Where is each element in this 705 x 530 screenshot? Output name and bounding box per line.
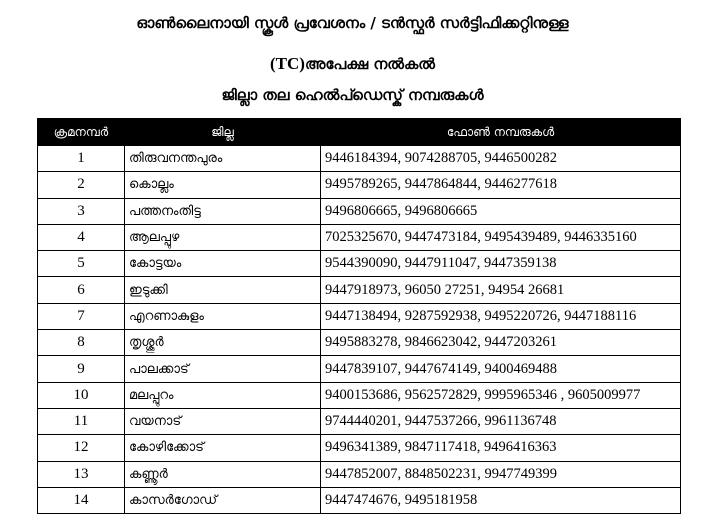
row-district: ആലപ്പുഴ [125,224,321,250]
row-district: കാസർഗോഡ് [125,487,321,513]
row-district: മലപ്പുറം [125,382,321,408]
row-number: 11 [38,408,125,434]
header-serial-number: ക്രമനമ്പർ [38,119,125,146]
row-district: എറണാകുളം [125,303,321,329]
row-district: തൃശ്ശൂർ [125,330,321,356]
row-number: 1 [38,146,125,172]
row-number: 9 [38,356,125,382]
table-row [38,146,681,172]
row-number: 12 [38,435,125,461]
row-district: കോഴിക്കോട് [125,435,321,461]
row-district: പാലക്കാട് [125,356,321,382]
table-row [38,487,681,513]
row-number: 3 [38,198,125,224]
row-phones: 9447474676, 9495181958 [321,487,681,513]
table-row [38,408,681,434]
table-row [38,435,681,461]
table-header-row [38,119,681,146]
table-row [38,382,681,408]
row-number: 4 [38,224,125,250]
table-row [38,172,681,198]
row-phones: 9496341389, 9847117418, 9496416363 [321,435,681,461]
row-number: 6 [38,277,125,303]
table-row [38,356,681,382]
row-district: ഇടുക്കി [125,277,321,303]
title-line-3: ജില്ലാ തല ഹെൽപ്ഡെസ്ക് നമ്പരുകൾ [221,86,484,104]
row-district: പത്തനംതിട്ട [125,198,321,224]
row-number: 5 [38,251,125,277]
row-phones: 9496806665, 9496806665 [321,198,681,224]
row-number: 8 [38,330,125,356]
table-row [38,330,681,356]
header-district: ജില്ല [125,119,321,146]
title-abbreviation: (TC) [270,54,305,73]
row-number: 13 [38,461,125,487]
row-phones: 9447918973, 96050 27251, 94954 26681 [321,277,681,303]
row-phones: 9400153686, 9562572829, 9995965346 , 9605009977 [321,382,681,408]
row-number: 2 [38,172,125,198]
row-district: കോട്ടയം [125,251,321,277]
title-line-2-text: അപേക്ഷ നൽകൽ [304,55,435,73]
table-row [38,198,681,224]
row-phones: 9744440201, 9447537266, 9961136748 [321,408,681,434]
title-line-1: ഓൺലൈനായി സ്കൂൾ പ്രവേശനം / ടൻസ്ഫർ സർട്ടിഫിക്കറ്റിനുള്ള [136,14,569,32]
row-number: 10 [38,382,125,408]
row-number: 14 [38,487,125,513]
helpdesk-table [37,118,681,514]
row-phones: 7025325670, 9447473184, 9495439489, 9446335160 [321,224,681,250]
row-district: കണ്ണൂർ [125,461,321,487]
row-district: കൊല്ലം [125,172,321,198]
row-phones: 9446184394, 9074288705, 9446500282 [321,146,681,172]
table-row [38,277,681,303]
table-row [38,461,681,487]
row-phones: 9447852007, 8848502231, 9947749399 [321,461,681,487]
header-phone-numbers: ഫോൺ നമ്പരുകൾ [321,119,681,146]
row-phones: 9544390090, 9447911047, 9447359138 [321,251,681,277]
table-row [38,224,681,250]
row-number: 7 [38,303,125,329]
row-phones: 9447839107, 9447674149, 9400469488 [321,356,681,382]
row-district: വയനാട് [125,408,321,434]
row-phones: 9495883278, 9846623042, 9447203261 [321,330,681,356]
table-row [38,251,681,277]
row-district: തിരുവനന്തപുരം [125,146,321,172]
row-phones: 9495789265, 9447864844, 9446277618 [321,172,681,198]
title-line-2 [0,54,705,74]
table-row [38,303,681,329]
row-phones: 9447138494, 9287592938, 9495220726, 9447188116 [321,303,681,329]
